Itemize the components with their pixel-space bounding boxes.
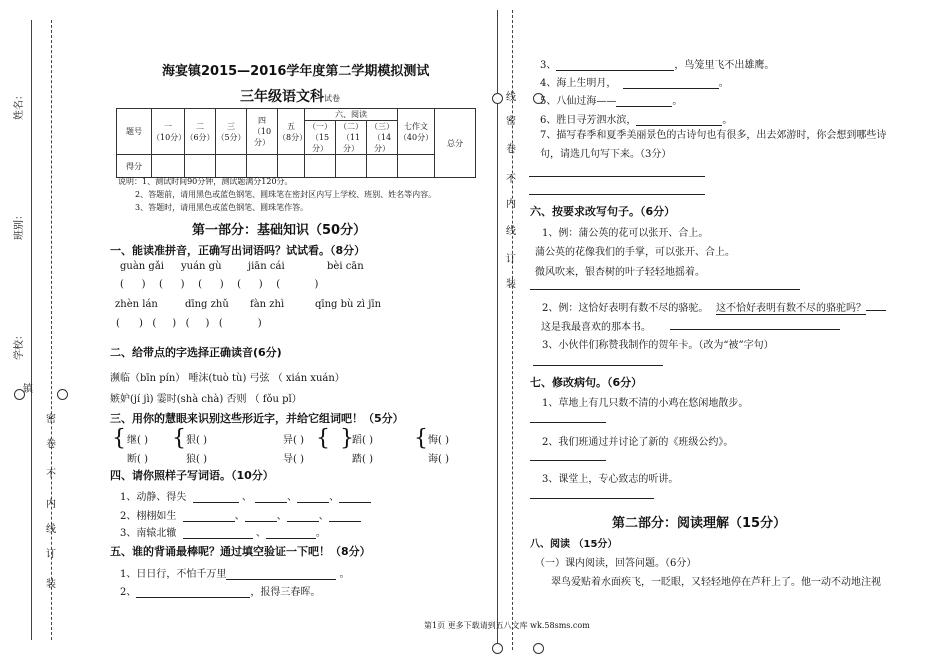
pinyin-2: yuán gù <box>181 261 222 272</box>
answer-line[interactable] <box>530 289 800 290</box>
score-col: （一） （15分） <box>305 121 336 155</box>
answer-row-1[interactable]: ( ) ( ) ( ) ( ) ( ) <box>120 279 320 290</box>
pinyin-5: zhèn lán <box>115 299 158 310</box>
brace: { <box>316 426 330 451</box>
fill-5[interactable]: 5、八仙过海—— 。 <box>540 96 683 107</box>
score-col: 一 （10分） <box>152 109 185 155</box>
binding-mark: 卷 <box>46 439 56 450</box>
q4-item-3[interactable]: 3、南辕北辙 、 。 <box>120 528 326 539</box>
score-col: 四 （10分） <box>247 109 278 155</box>
q3-item: 狠( ) <box>186 435 207 446</box>
q3-item: 导( ) <box>283 454 304 465</box>
score-row-label: 题号 <box>117 109 152 155</box>
q6-ex2b: 这不恰好表明有数不尽的骆驼吗？ <box>716 299 866 315</box>
score-cell[interactable] <box>398 155 435 178</box>
footer: 第1页 更多下载请到五八文库 wk.58sms.com <box>424 621 590 630</box>
fill-6[interactable]: 6、胜日寻芳泗水滨， 。 <box>540 115 733 126</box>
q4-item-1[interactable]: 1、动静、得失 、 、 、 <box>120 488 371 503</box>
score-cell[interactable] <box>185 155 216 178</box>
answer-line[interactable] <box>529 176 705 177</box>
binding-mark: 密 <box>506 116 516 127</box>
score-col: 三 （5分） <box>216 109 247 155</box>
q2-line-1: 濒临（bīn pín） 唾沫(tuò tù) 弓弦 （ xián xuán） <box>110 373 345 384</box>
binding-mark: 不 <box>506 174 516 185</box>
q3-item: 悔( ) <box>428 435 449 446</box>
q7fix-s1: 1、草地上有几只数不清的小鸡在悠闲地散步。 <box>542 398 749 409</box>
binding-hole <box>492 643 503 654</box>
binding-hole <box>492 93 503 104</box>
subject-name: 三年级语文科 <box>240 89 324 105</box>
note-3: 3、答题时，请用黑色或蓝色钢笔、圆珠笔作答。 <box>135 203 309 212</box>
q3-item: 踏( ) <box>352 454 373 465</box>
q7fix-s3: 3、课堂上，专心致志的听讲。 <box>542 474 679 485</box>
q2-line-2: 嫉妒(jí jì) 霎时(shà chà) 否则 （ fǒu pǐ） <box>110 394 302 405</box>
note-1: 说明：1、测试时间90分钟，测试题满分120分。 <box>118 177 293 186</box>
q6-ex1b: 蒲公英的花像我们的手掌，可以张开、合上。 <box>535 247 735 258</box>
binding-mark: 订 <box>506 254 516 265</box>
pinyin-4: bèi cān <box>327 261 364 272</box>
q6-ex1: 1、例：蒲公英的花可以张开、合上。 <box>542 228 709 239</box>
binding-dash-mid <box>512 10 513 650</box>
q4-item-2[interactable]: 2、栩栩如生 、 、 、 <box>120 507 361 522</box>
answer-line[interactable] <box>533 365 663 366</box>
binding-mark: 线 <box>46 524 56 535</box>
subject-title <box>240 86 340 106</box>
name-label: 姓名： <box>14 90 25 120</box>
q6-title: 六、按要求改写句子。（6分） <box>530 205 676 218</box>
q4-title: 四、请你照样子写词语。（10分） <box>110 469 274 482</box>
brace: { <box>112 426 126 451</box>
q7fix-s2: 2、我们班通过并讨论了新的《班级公约》。 <box>542 437 734 448</box>
q3-item: 继( ) <box>127 435 148 446</box>
binding-mark: 镇 <box>23 384 33 395</box>
q6-ex2c: 这是我最喜欢的那本书。 <box>541 322 651 333</box>
binding-mark: 装 <box>46 579 56 590</box>
score-cell[interactable] <box>216 155 247 178</box>
brace: { <box>414 426 428 451</box>
score-cell[interactable] <box>247 155 278 178</box>
binding-line-mid <box>497 10 498 650</box>
answer-line[interactable] <box>530 422 606 423</box>
answer-row-2[interactable]: ( ) ( ) ( ) ( ) <box>116 318 262 329</box>
q3-item: 狼( ) <box>186 454 207 465</box>
score-total: 总分 <box>435 109 476 178</box>
class-label: 班别： <box>14 210 25 240</box>
subject-suffix: 试卷 <box>324 94 340 103</box>
score-col: （三） （14分） <box>367 121 398 155</box>
binding-mark: 装 <box>506 279 516 290</box>
answer-line[interactable] <box>529 194 705 195</box>
part1-title: 第一部分：基础知识（50分） <box>192 223 367 238</box>
q7-line-1: 7、描写春季和夏季美丽景色的古诗句也有很多，出去郊游时，你会想到哪些诗 <box>540 130 887 141</box>
pinyin-3: jiān cái <box>248 261 285 272</box>
score-col: 五 （8分） <box>278 109 305 155</box>
q7-line-2: 句，请选几句写下来。（3分） <box>540 149 672 160</box>
score-col: 二 （6分） <box>185 109 216 155</box>
score-cell[interactable] <box>367 155 398 178</box>
binding-mark: 线 <box>506 226 516 237</box>
q3-item: 断( ) <box>127 454 148 465</box>
q3-item: 异( ) <box>283 435 304 446</box>
binding-hole <box>533 643 544 654</box>
pinyin-1: guàn gǎi <box>120 261 164 272</box>
score-table <box>116 108 476 178</box>
binding-mark: 订 <box>46 549 56 560</box>
reading-sub: （一）课内阅读，回答问题。（6分） <box>535 558 697 569</box>
q5-title: 五、谁的背诵最棒呢？通过填空验证一下吧！（8分） <box>110 545 371 558</box>
q6-ex2a: 2、例：这恰好表明有数不尽的骆驼。 <box>542 303 709 314</box>
binding-mark: 密 <box>46 414 56 425</box>
binding-mark: 卷 <box>506 144 516 155</box>
q5-item-2[interactable]: 2、 ，报得三春晖。 <box>120 587 321 598</box>
score-cell[interactable] <box>278 155 305 178</box>
binding-mark: 内 <box>46 499 56 510</box>
answer-line[interactable] <box>670 329 840 330</box>
q1-title: 一、能读准拼音，正确写出词语吗？试试看。（8分） <box>110 244 366 257</box>
exam-title: 海宴镇2015—2016学年度第二学期模拟测试 <box>162 64 430 79</box>
q2-title: 二、给带点的字选择正确读音(6分) <box>110 346 282 359</box>
q3-title: 三、用你的慧眼来识别这些形近字，并给它组词吧！（5分） <box>110 412 404 425</box>
pinyin-7: fàn zhì <box>250 299 285 310</box>
binding-mark: 不 <box>46 469 56 480</box>
score-cell[interactable] <box>336 155 367 178</box>
school-label: 学校： <box>14 330 25 360</box>
binding-hole <box>57 389 68 400</box>
answer-line[interactable] <box>530 460 606 461</box>
score-col: （二） （11分） <box>336 121 367 155</box>
score-row-label: 得分 <box>117 155 152 178</box>
q3-item: 蹈( ) <box>352 435 373 446</box>
pinyin-6: dīng zhǔ <box>185 299 229 310</box>
brace: } <box>340 426 354 451</box>
score-reading-header: 六、阅读 <box>305 109 398 121</box>
binding-line-left <box>31 20 32 640</box>
part2-title: 第二部分：阅读理解（15分） <box>612 516 787 531</box>
binding-mark: 线 <box>506 92 516 103</box>
brace: { <box>172 426 186 451</box>
reading-paragraph: 翠鸟爱贴着水面疾飞，一眨眼，又轻轻地停在芦秆上了。他一动不动地注视 <box>551 577 881 588</box>
q5-item-1[interactable]: 1、日日行，不怕千万里 。 <box>120 569 350 580</box>
answer-line[interactable] <box>530 498 654 499</box>
score-writing: 七作文 （40分） <box>398 109 435 155</box>
score-cell[interactable] <box>305 155 336 178</box>
pinyin-8: qīng bù zì jīn <box>315 299 382 310</box>
fill-4[interactable]: 4、海上生明月， 。 <box>540 78 729 89</box>
q7fix-title: 七、修改病句。（6分） <box>530 376 643 389</box>
q6-ex3: 3、小伙伴们称赞我制作的贺年卡。（改为“被”字句） <box>542 340 774 351</box>
q3-item: 诲( ) <box>428 454 449 465</box>
note-2: 2、答题前，请用黑色或蓝色钢笔、圆珠笔在密封区内写上学校、班别、姓名等内容。 <box>135 190 437 199</box>
q6-ex1c: 微风吹来，银杏树的叶子轻轻地摇着。 <box>535 267 705 278</box>
answer-line[interactable] <box>866 310 886 311</box>
score-cell[interactable] <box>152 155 185 178</box>
fill-3[interactable]: 3、 ，鸟笼里飞不出雄鹰。 <box>540 60 775 71</box>
binding-mark: 内 <box>506 199 516 210</box>
reading-section: 八、阅读 （15分） <box>530 539 618 550</box>
